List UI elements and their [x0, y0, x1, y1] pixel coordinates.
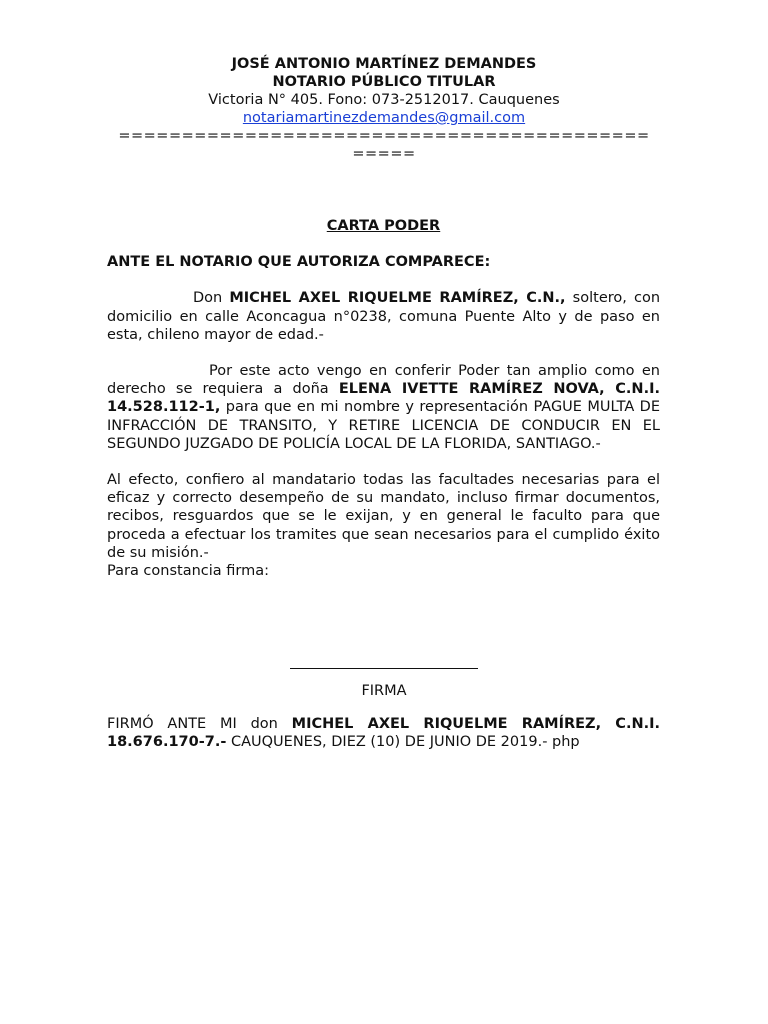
document-body	[107, 217, 660, 580]
header-rule-line-1: ==========================================	[118, 128, 650, 144]
notary-email-link[interactable]: notariamartinezdemandes@gmail.com	[242, 110, 526, 126]
notary-header	[0, 55, 768, 163]
closing-date-text: CAUQUENES, DIEZ (10) DE JUNIO DE 2019.- php	[226, 734, 580, 751]
closing-signer-name: MICHEL AXEL RIQUELME RAMÍREZ, C.N.I. 18.676.170-7.-	[107, 716, 661, 751]
document-title: CARTA PODER	[326, 218, 441, 234]
paragraph-constancia: Para constancia firma:	[107, 563, 270, 580]
power-details: para que en mi nombre y representación PAGUE MULTA DE INFRACCIÓN DE TRANSITO, Y RETIRE LICENCIA DE CONDUCIR EN EL SEGUNDO JUZGADO DE POLICÍA LOCAL DE LA FLORIDA, SANTIAGO.-	[107, 399, 660, 452]
notary-name: JOSÉ ANTONIO MARTÍNEZ DEMANDES	[231, 56, 537, 72]
signature-block	[0, 652, 768, 699]
comparece-heading: ANTE EL NOTARIO QUE AUTORIZA COMPARECE:	[107, 254, 491, 271]
closing-prefix: FIRMÓ ANTE MI don	[107, 716, 292, 732]
grantor-details: soltero, con domicilio en calle Aconcagua n°0238, comuna Puente Alto y de paso en esta, chileno mayor de edad.-	[107, 290, 661, 343]
agent-name: ELENA IVETTE RAMÍREZ NOVA, C.N.I. 14.528.112-1,	[107, 381, 660, 416]
header-rule-line-2: =====	[352, 146, 416, 162]
notary-title: NOTARIO PÚBLICO TITULAR	[272, 74, 496, 90]
grantor-name: MICHEL AXEL RIQUELME RAMÍREZ, C.N.,	[229, 290, 566, 307]
closing-paragraph	[107, 715, 660, 751]
signature-line	[290, 652, 478, 669]
power-prefix: Por este acto vengo en conferir Poder tan amplio como en derecho se requiera a doña	[107, 363, 660, 398]
notary-address: Victoria N° 405. Fono: 073-2512017. Cauquenes	[208, 92, 560, 108]
signature-label: FIRMA	[361, 683, 407, 699]
paragraph-power	[107, 362, 660, 453]
paragraph-faculties: Al efecto, confiero al mandatario todas las facultades necesarias para el eficaz y correcto desempeño de su mandato, incluso firmar documentos, recibos, resguardos que se le exijan, y en general le faculto para que proceda a efectuar los tramites que sean necesarios para el cumplido éxito de su misión.-	[107, 472, 660, 561]
grantor-prefix: Don	[193, 290, 230, 307]
paragraph-grantor	[107, 289, 660, 344]
